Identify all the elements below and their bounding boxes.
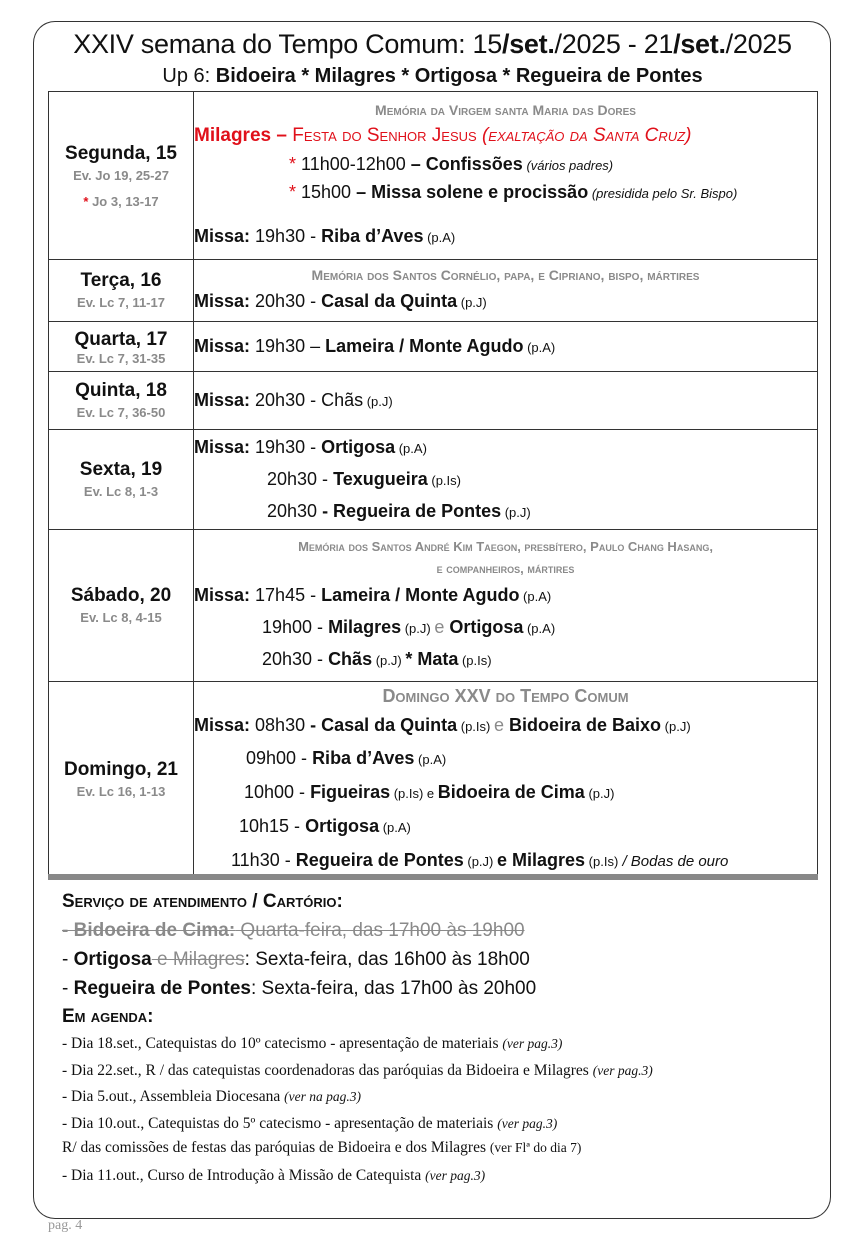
day-cell — [49, 682, 194, 879]
gospel-reference: Ev. Lc 7, 11-17 — [77, 294, 165, 310]
day-cell — [49, 530, 194, 682]
agenda-item-continuation: R/ das comissões de festas das paróquias de Bidoeira e dos Milagres (ver Flª do dia 7) — [62, 1139, 582, 1156]
agenda-item: - Dia 22.set., R / das catequistas coordenadoras das paróquias da Bidoeira e Milagres (ver pag.3) — [62, 1061, 653, 1079]
agenda-item: - Dia 18.set., Catequistas do 10º catecismo - apresentação de materiais (ver pag.3) — [62, 1035, 563, 1052]
mass-line: 11h30 - Regueira de Pontes (p.J) e Milagres (p.Is) / Bodas de ouro — [231, 850, 729, 870]
mass-line: Missa: 08h30 - Casal da Quinta (p.Is) e Bidoeira de Baixo (p.J) — [194, 715, 691, 735]
mass-line: 20h30 - Chãs (p.J) * Mata (p.Is) — [262, 648, 492, 669]
mass-line: Missa: 19h30 - Riba d’Aves (p.A) — [194, 225, 456, 246]
mass-line: 19h00 - Milagres (p.J) e Ortigosa (p.A) — [262, 616, 556, 637]
event-line: * 15h00 – Missa solene e procissão (presidida pelo Sr. Bispo) — [289, 181, 738, 202]
day-label: Domingo, 21 — [63, 759, 178, 780]
day-content — [194, 322, 818, 372]
table-row-terca — [49, 260, 818, 322]
agenda-item: - Dia 10.out., Catequistas do 5º catecismo - apresentação de materiais (ver pag.3) — [62, 1114, 558, 1132]
office-hours-section — [62, 888, 822, 1190]
day-content — [194, 682, 818, 879]
mass-line: Missa: 20h30 - Chãs (p.J) — [194, 389, 393, 410]
mass-line: Missa: 20h30 - Casal da Quinta (p.J) — [194, 290, 487, 311]
gospel-reference: Ev. Lc 8, 1-3 — [83, 483, 159, 499]
day-label: Quinta, 18 — [75, 379, 167, 401]
day-cell — [49, 372, 194, 430]
mass-line: 20h30 - Texugueira (p.Is) — [267, 468, 461, 489]
festa-line: Milagres – Festa do Senhor Jesus (exaltação da Santa Cruz) — [194, 124, 692, 146]
page-title: XXIV semana do Tempo Comum: 15/set./2025 - 21/set./2025 — [73, 29, 792, 59]
day-cell — [49, 430, 194, 530]
liturgical-memorial-cont: e companheiros, mártires — [436, 560, 575, 576]
mass-line: 10h00 - Figueiras (p.Is) e Bidoeira de Cima (p.J) — [244, 782, 615, 802]
office-hours-heading: Serviço de atendimento / Cartório: — [62, 891, 343, 912]
liturgical-memorial: Memória dos Santos André Kim Taegon, presbítero, Paulo Chang Hasang, — [298, 538, 713, 554]
mass-line: Missa: 19h30 – Lameira / Monte Agudo (p.A) — [194, 335, 556, 356]
mass-line: 10h15 - Ortigosa (p.A) — [239, 816, 411, 836]
day-cell — [49, 322, 194, 372]
table-row-sabado — [49, 530, 818, 682]
day-label: Terça, 16 — [80, 269, 162, 291]
day-label: Quarta, 17 — [74, 328, 168, 350]
day-content — [194, 430, 818, 530]
gospel-reference: Ev. Lc 16, 1-13 — [76, 784, 166, 799]
day-content — [194, 530, 818, 682]
table-row-quarta — [49, 322, 818, 372]
agenda-item: - Dia 5.out., Assembleia Diocesana (ver na pag.3) — [62, 1088, 361, 1105]
day-label: Sábado, 20 — [70, 584, 172, 606]
page-number: pag. 4 — [48, 1218, 83, 1233]
weekly-schedule-table — [48, 91, 818, 879]
day-content — [194, 92, 818, 260]
table-row-quinta — [49, 372, 818, 430]
table-row-domingo — [49, 682, 818, 879]
office-hours-item: - Ortigosa e Milagres: Sexta-feira, das 16h00 às 18h00 — [62, 949, 530, 970]
gospel-reference-extra: * Jo 3, 13-17 — [83, 194, 159, 209]
liturgical-memorial: Memória da Virgem santa Maria das Dores — [375, 101, 636, 118]
header — [48, 21, 817, 91]
gospel-reference: Ev. Jo 19, 25-27 — [73, 168, 169, 183]
day-cell — [49, 92, 194, 260]
gospel-reference: Ev. Lc 7, 36-50 — [76, 404, 166, 420]
day-cell — [49, 260, 194, 322]
section-divider — [48, 874, 818, 880]
event-line: * 11h00-12h00 – Confissões (vários padres) — [289, 153, 614, 174]
page-subtitle: Up 6: Bidoeira * Milagres * Ortigosa * Regueira de Pontes — [162, 65, 703, 87]
office-hours-item: - Bidoeira de Cima: Quarta-feira, das 17h00 às 19h00 — [62, 920, 525, 941]
table-row-segunda — [49, 92, 818, 260]
office-hours-item: - Regueira de Pontes: Sexta-feira, das 17h00 às 20h00 — [62, 978, 537, 999]
table-row-sexta — [49, 430, 818, 530]
gospel-reference: Ev. Lc 8, 4-15 — [80, 609, 162, 625]
gospel-reference: Ev. Lc 7, 31-35 — [76, 350, 166, 366]
agenda-heading: Em agenda: — [62, 1006, 154, 1027]
mass-line: Missa: 19h30 - Ortigosa (p.A) — [194, 436, 427, 457]
mass-line: 09h00 - Riba d’Aves (p.A) — [246, 748, 447, 768]
liturgical-sunday: Domingo XXV do Tempo Comum — [382, 686, 629, 706]
liturgical-memorial: Memória dos Santos Cornélio, papa, e Cipriano, bispo, mártires — [311, 266, 700, 283]
mass-line: Missa: 17h45 - Lameira / Monte Agudo (p.A) — [194, 584, 552, 605]
mass-line: 20h30 - Regueira de Pontes (p.J) — [267, 500, 531, 521]
day-content — [194, 372, 818, 430]
day-content — [194, 260, 818, 322]
day-label: Sexta, 19 — [79, 458, 163, 480]
day-label: Segunda, 15 — [65, 143, 177, 164]
agenda-item: - Dia 11.out., Curso de Introdução à Missão de Catequista (ver pag.3) — [62, 1167, 486, 1184]
